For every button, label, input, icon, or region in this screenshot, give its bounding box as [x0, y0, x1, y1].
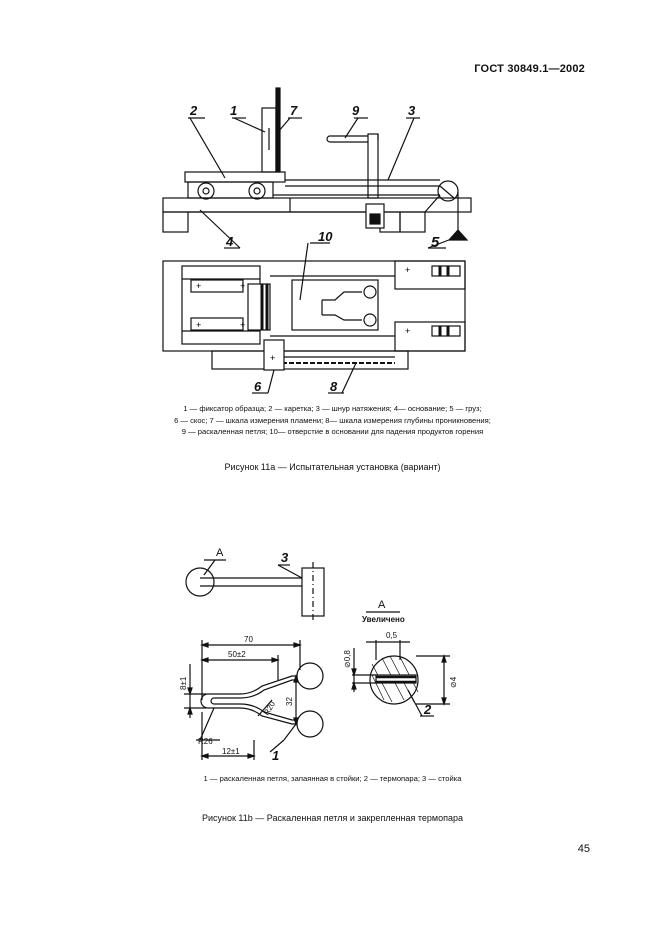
legend-line: 9 — раскаленная петля; 10— отверстие в основании для падения продуктов горения: [181, 427, 484, 436]
label-7: 7: [290, 103, 298, 118]
figure-a-caption: Рисунок 11а — Испытательная установка (вариант): [224, 462, 441, 472]
legend-line: 6 — скос; 7 — шкала измерения пламени; 8— шкала измерения глубины проникновения;: [174, 415, 491, 425]
svg-text:+: +: [270, 353, 276, 363]
label-3b: 3: [281, 550, 289, 565]
page-number: 45: [577, 843, 590, 855]
label-8: 8: [330, 379, 338, 394]
figure-a-legend: [60, 403, 605, 438]
label-5: 5: [431, 234, 440, 251]
label-1: 1: [230, 103, 238, 118]
plan-base: [163, 261, 465, 351]
dim-r20: R20: [261, 699, 278, 717]
figure-b-legend: 1 — раскаленная петля, запаянная в стойки; 2 — термопара; 3 — стойка: [203, 774, 462, 783]
dim-05: 0,5: [386, 631, 398, 640]
penetration-scale: [212, 351, 408, 369]
carriage: [185, 172, 285, 182]
dim-32: 32: [285, 697, 294, 706]
base-leg-right: [400, 212, 425, 232]
dim-08: ⊘0,8: [343, 650, 352, 668]
label-6: 6: [254, 379, 262, 394]
label-9: 9: [352, 103, 360, 118]
label-a-enlarged: А: [378, 599, 386, 611]
svg-text:+: +: [196, 281, 202, 291]
svg-text:+: +: [196, 320, 202, 330]
base-top-bar: [163, 198, 471, 212]
dim-r26: R26: [198, 737, 213, 746]
svg-text:+: +: [240, 320, 246, 330]
label-2b: 2: [424, 702, 432, 717]
figure-b-caption: Рисунок 11b — Раскаленная петля и закрепленная термопара: [201, 813, 464, 823]
detail-circle-a: [186, 568, 214, 596]
dim-4: ⊘4: [449, 676, 458, 688]
dim-8: 8±1: [179, 676, 188, 690]
svg-text:+: +: [240, 281, 246, 291]
label-1b: 1: [272, 748, 280, 763]
enlarged-title: Увеличено: [362, 615, 405, 624]
svg-text:+: +: [405, 265, 411, 275]
dim-70: 70: [244, 635, 253, 644]
dim-50: 50±2: [228, 650, 246, 659]
standard-header: ГОСТ 30849.1—2002: [474, 63, 585, 75]
loop-stand: [368, 134, 378, 198]
dim-12: 12±1: [222, 747, 240, 756]
svg-text:+: +: [405, 326, 411, 336]
legend-line: 1 — фиксатор образца; 2 — каретка; 3 — шнур натяжения; 4— основание; 5 — груз;: [183, 404, 482, 413]
label-3: 3: [408, 103, 416, 118]
base-leg-left: [163, 212, 188, 232]
label-10: 10: [318, 229, 333, 244]
label-4: 4: [226, 234, 234, 249]
label-2: 2: [190, 103, 198, 118]
label-a-small: А: [216, 547, 224, 559]
